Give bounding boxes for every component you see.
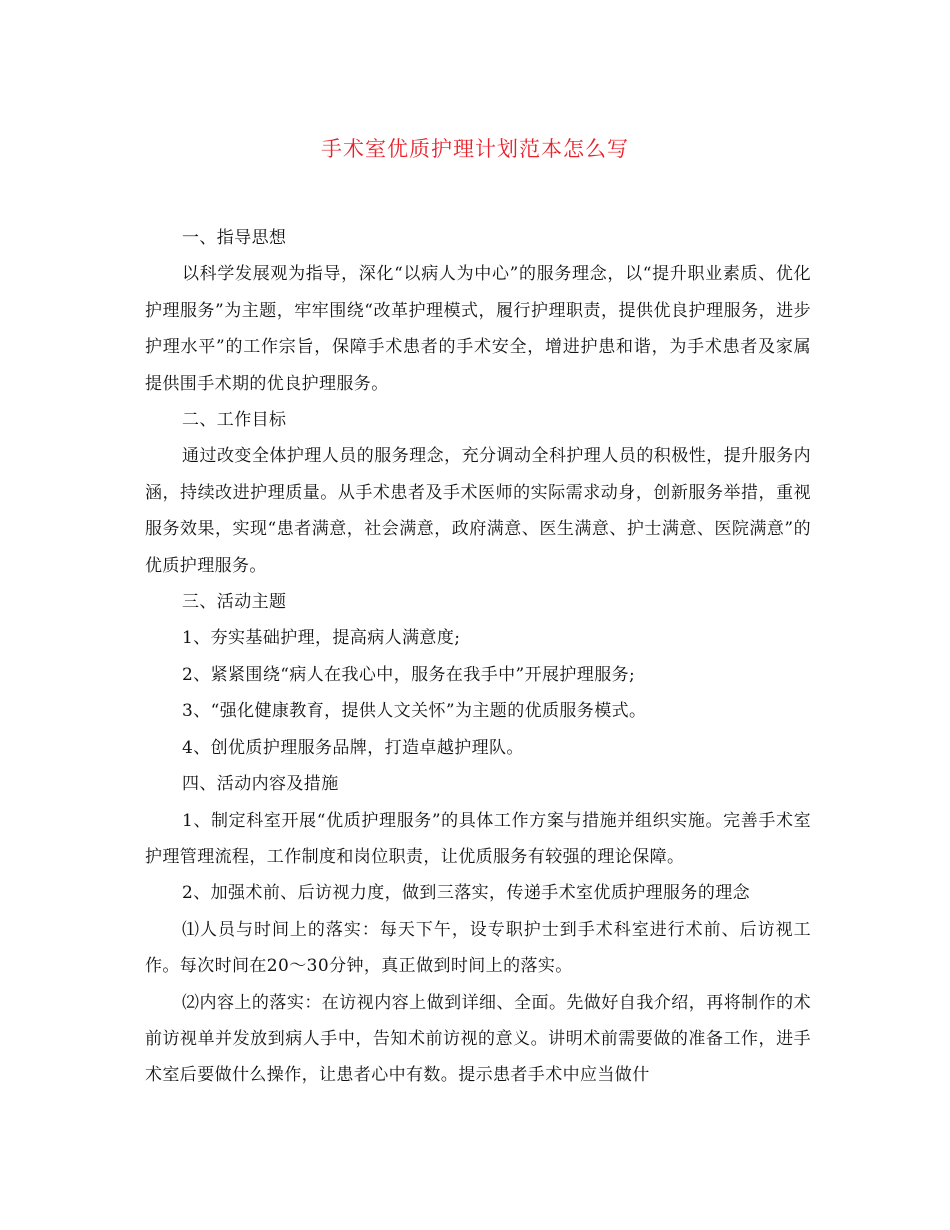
list-item-theme-1: 1、夯实基础护理，提高病人满意度; [182,628,461,649]
document-title: 手术室优质护理计划范本怎么写 [321,137,629,161]
list-item-theme-3: 3、“强化健康教育，提供人文关怀”为主题的优质服务模式。 [182,701,647,722]
section-heading-activity-measures: 四、活动内容及措施 [182,774,339,795]
list-item-theme-2: 2、紧紧围绕“病人在我心中，服务在我手中”开展护理服务; [182,664,636,685]
section-heading-work-goals: 二、工作目标 [182,410,287,431]
section-heading-activity-theme: 三、活动主题 [182,592,287,613]
list-item-measure-1: 1、制定科室开展“优质护理服务”的具体工作方案与措施并组织实施。完善手术室护理管理流程，工作制度和岗位职责，让优质服务有较强的理论保障。 [145,810,811,867]
paragraph-work-goals: 通过改变全体护理人员的服务理念，充分调动全科护理人员的积极性，提升服务内涵，持续改进护理质量。从手术患者及手术医师的实际需求动身，创新服务举措，重视服务效果，实现“患者满意，社会满意，政府满意、医生满意、护士满意、医院满意”的优质护理服务。 [145,446,811,576]
sub-item-content: ⑵内容上的落实：在访视内容上做到详细、全面。先做好自我介绍，再将制作的术前访视单并发放到病人手中，告知术前访视的意义。讲明术前需要做的准备工作，进手术室后要做什么操作，让患者心中有数。提示患者手术中应当做什 [145,992,811,1086]
paragraph-guiding-ideology: 以科学发展观为指导，深化“以病人为中心”的服务理念，以“提升职业素质、优化护理服务”为主题，牢牢围绕“改革护理模式，履行护理职责，提供优良护理服务，进步护理水平”的工作宗旨，保障手术患者的手术安全，增进护患和谐，为手术患者及家属提供围手术期的优良护理服务。 [145,264,811,394]
sub-item-personnel-time: ⑴人员与时间上的落实：每天下午，设专职护士到手术科室进行术前、后访视工作。每次时间在20～30分钟，真正做到时间上的落实。 [145,919,811,977]
list-item-theme-4: 4、创优质护理服务品牌，打造卓越护理队。 [182,737,524,758]
list-item-measure-2: 2、加强术前、后访视力度，做到三落实，传递手术室优质护理服务的理念 [182,883,751,904]
section-heading-guiding-ideology: 一、指导思想 [182,228,287,248]
document-body [145,220,811,1094]
